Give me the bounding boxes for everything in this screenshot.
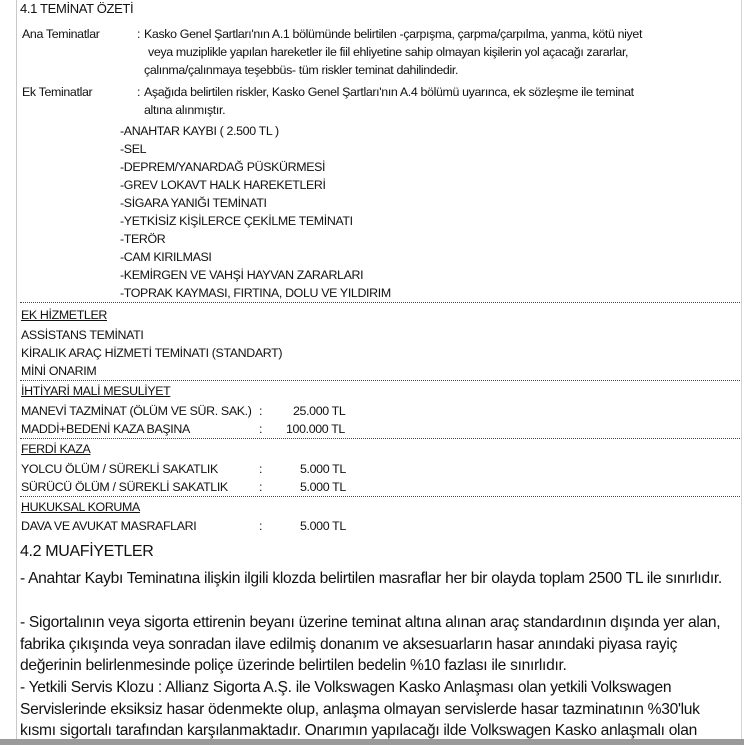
dotted-divider — [20, 496, 740, 497]
section-41-title: 4.1 TEMİNAT ÖZETİ — [20, 1, 134, 16]
ana-teminatlar-line-1: Kasko Genel Şartları'nın A.1 bölümünde belirtilen -çarpışma, çarpma/çarpılma, yanma, kötü niyet — [144, 27, 643, 41]
ihtiyari-title: İHTİYARİ MALİ MESULİYET — [21, 384, 171, 398]
ek-teminat-item: -YETKİSİZ KİŞİLERCE ÇEKİLME TEMİNATI — [120, 214, 353, 228]
ihtiyari-row-label: MANEVİ TAZMİNAT (ÖLÜM VE SÜR. SAK.) — [21, 404, 252, 418]
ek-teminat-item: -CAM KIRILMASI — [120, 250, 212, 264]
ana-teminatlar-line-3: çalınma/çalınmaya teşebbüs- tüm riskler teminat dahilindedir. — [144, 63, 459, 77]
ek-hizmet-item: KİRALIK ARAÇ HİZMETİ TEMİNATI (STANDART) — [21, 346, 283, 360]
ihtiyari-row-separator: : — [259, 404, 263, 418]
hukuksal-koruma-title: HUKUKSAL KORUMA — [21, 500, 140, 514]
ferdi-row-separator: : — [259, 462, 263, 476]
ek-teminat-item: -KEMİRGEN VE VAHŞİ HAYVAN ZARARLARI — [120, 268, 364, 282]
hukuksal-row-separator: : — [259, 519, 263, 533]
ek-teminat-item: -ANAHTAR KAYBI ( 2.500 TL ) — [120, 124, 279, 138]
ihtiyari-row-separator: : — [259, 422, 263, 436]
ferdi-row-label: SÜRÜCÜ ÖLÜM / SÜREKLİ SAKATLIK — [21, 480, 228, 494]
dotted-divider — [20, 380, 740, 381]
section-42-title: 4.2 MUAFİYETLER — [20, 543, 154, 560]
ek-teminat-item: -SEL — [120, 142, 147, 156]
viewer-bottom-edge — [0, 739, 744, 745]
left-margin-line — [16, 0, 17, 745]
muafiyet-paragraph: - Anahtar Kaybı Teminatına ilişkin ilgili klozda belirtilen masraflar her bir olayda toplam 2500 TL ile sınırlıdır. — [20, 570, 722, 587]
ana-teminatlar-separator: : — [137, 27, 141, 41]
ek-teminatlar-line-1: Aşağıda belirtilen riskler, Kasko Genel Şartları'nın A.4 bölümü uyarınca, ek sözleşme ile teminat — [144, 85, 634, 99]
ferdi-row-separator: : — [259, 480, 263, 494]
hukuksal-row-label: DAVA VE AVUKAT MASRAFLARI — [21, 519, 197, 533]
ek-teminat-item: -GREV LOKAVT HALK HAREKETLERİ — [120, 178, 326, 192]
muafiyet-paragraph: - Yetkili Servis Klozu : Allianz Sigorta A.Ş. ile Volkswagen Kasko Anlaşması olan yetkili Volkswagen Servislerinde eksiksiz hasar ödenmekte olup, anlaşma olmayan servislerde hasar tazminatının %30'luk kısmı sigortalı tarafından karşılanmaktadır. Onarımın yapılacağı ilde Volkswagen Kasko anlaşmalı olan — [20, 679, 700, 739]
ek-teminatlar-line-2: altına alınmıştır. — [144, 103, 226, 117]
ferdi-kaza-title: FERDİ KAZA — [21, 442, 91, 456]
ferdi-row-value: 5.000 TL — [300, 480, 346, 494]
ek-teminatlar-label: Ek Teminatlar — [22, 85, 93, 99]
ana-teminatlar-line-2: veya muziplikle yapılan hareketler ile fiil ehliyetine sahip olmayan kişilerin yol açacağı zararlar, — [148, 45, 629, 59]
dotted-divider — [20, 302, 740, 303]
right-margin-line — [741, 0, 742, 745]
ihtiyari-row-value: 25.000 TL — [293, 404, 346, 418]
ihtiyari-row-label: MADDİ+BEDENİ KAZA BAŞINA — [21, 422, 190, 436]
ek-teminat-item: -TOPRAK KAYMASI, FIRTINA, DOLU VE YILDIRIM — [120, 286, 391, 300]
ek-teminatlar-separator: : — [137, 85, 141, 99]
dotted-divider — [20, 438, 740, 439]
ek-hizmet-item: ASSİSTANS TEMİNATI — [21, 328, 144, 342]
muafiyet-paragraph: - Sigortalının veya sigorta ettirenin beyanı üzerine teminat altına alınan araç standardının dışında yer alan, fabrika çıkışında veya sonradan ilave edilmiş donanım ve aksesuarların hasar anındaki piyasa rayiç değerinin belirlenmesinde poliçe üzerinde belirtilen bedelin %10 fazlası ile sınırlıdır. — [20, 614, 721, 674]
ihtiyari-row-value: 100.000 TL — [286, 422, 345, 436]
ana-teminatlar-label: Ana Teminatlar — [22, 27, 100, 41]
ek-hizmetler-title: EK HİZMETLER — [21, 308, 107, 322]
ferdi-row-value: 5.000 TL — [300, 462, 346, 476]
ek-hizmet-item: MİNİ ONARIM — [21, 364, 97, 378]
ferdi-row-label: YOLCU ÖLÜM / SÜREKLİ SAKATLIK — [21, 462, 218, 476]
ek-teminat-item: -TERÖR — [120, 232, 166, 246]
hukuksal-row-value: 5.000 TL — [300, 519, 346, 533]
ek-teminat-item: -SİGARA YANIĞI TEMİNATI — [120, 196, 267, 210]
ek-teminat-item: -DEPREM/YANARDAĞ PÜSKÜRMESİ — [120, 160, 326, 174]
